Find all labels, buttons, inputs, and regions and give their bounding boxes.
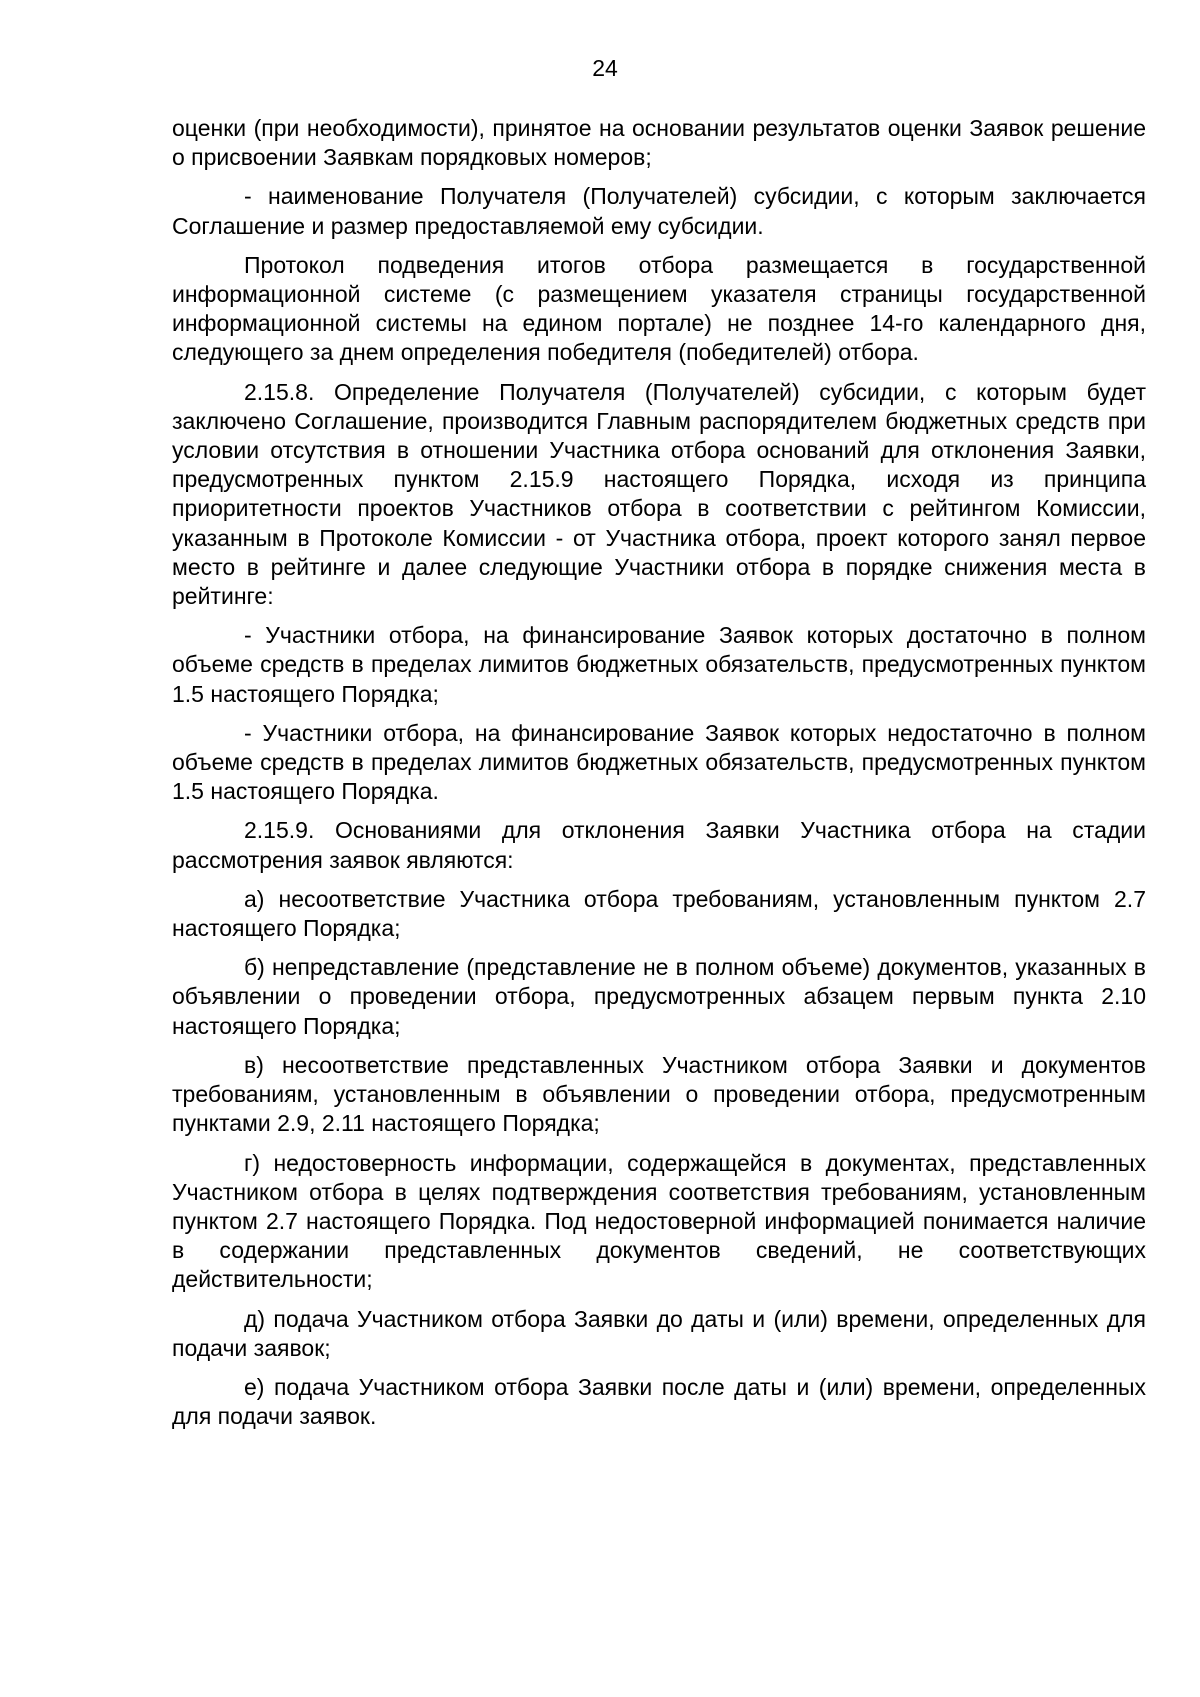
page-number: 24 (592, 55, 618, 81)
paragraph-continuation: оценки (при необходимости), принятое на основании результатов оценки Заявок решение о присвоении Заявкам порядковых номеров; (172, 115, 1146, 171)
paragraph-item-d: д) подача Участником отбора Заявки до даты и (или) времени, определенных для подачи заявок; (172, 1305, 1146, 1361)
paragraph-2-15-8: 2.15.8. Определение Получателя (Получателей) субсидии, с которым будет заключено Соглашение, производится Главным распорядителем бюджетных средств при условии отсутствия в отношении Участника отбора оснований для отклонения Заявки, предусмотренных пунктом 2.15.9 настоящего Порядка, исходя из принципа приоритетности проектов Участников отбора в соответствии с рейтингом Комиссии, указанным в Протоколе Комиссии - от Участника отбора, проект которого занял первое место в рейтинге и далее следующие Участники отбора в порядке снижения места в рейтинге: (172, 378, 1146, 610)
paragraph-protocol: Протокол подведения итогов отбора размещается в государственной информационной системе (с размещением указателя страницы государственной информационной системы на едином портале) не позднее 14-го календарного дня, следующего за днем определения победителя (победителей) отбора. (172, 251, 1146, 366)
paragraph-list-item-sufficient: - Участники отбора, на финансирование Заявок которых достаточно в полном объеме средств в пределах лимитов бюджетных обязательств, предусмотренных пунктом 1.5 настоящего Порядка; (172, 622, 1146, 707)
paragraph-item-b: б) непредставление (представление не в полном объеме) документов, указанных в объявлении о проведении отбора, предусмотренных абзацем первым пункта 2.10 настоящего Порядка; (172, 954, 1146, 1039)
paragraph-item-a: а) несоответствие Участника отбора требованиям, установленным пунктом 2.7 настоящего Порядка; (172, 885, 1146, 942)
paragraph-2-15-9: 2.15.9. Основаниями для отклонения Заявки Участника отбора на стадии рассмотрения заявок являются: (172, 817, 1146, 873)
document-body (172, 114, 1146, 1441)
paragraph-item-v: в) несоответствие представленных Участником отбора Заявки и документов требованиям, установленным в объявлении о проведении отбора, предусмотренным пунктами 2.9, 2.11 настоящего Порядка; (172, 1051, 1146, 1137)
paragraph-item-g: г) недостоверность информации, содержащейся в документах, представленных Участником отбора в целях подтверждения соответствия требованиям, установленным пунктом 2.7 настоящего Порядка. Под недостоверной информацией понимается наличие в содержании представленных документов сведений, не соответствующих действительности; (172, 1149, 1146, 1293)
paragraph-recipient-item: - наименование Получателя (Получателей) субсидии, с которым заключается Соглашение и размер предоставляемой ему субсидии. (172, 183, 1146, 239)
paragraph-item-e: е) подача Участником отбора Заявки после даты и (или) времени, определенных для подачи заявок. (172, 1373, 1146, 1430)
paragraph-list-item-insufficient: - Участники отбора, на финансирование Заявок которых недостаточно в полном объеме средств в пределах лимитов бюджетных обязательств, предусмотренных пунктом 1.5 настоящего Порядка. (172, 719, 1146, 805)
